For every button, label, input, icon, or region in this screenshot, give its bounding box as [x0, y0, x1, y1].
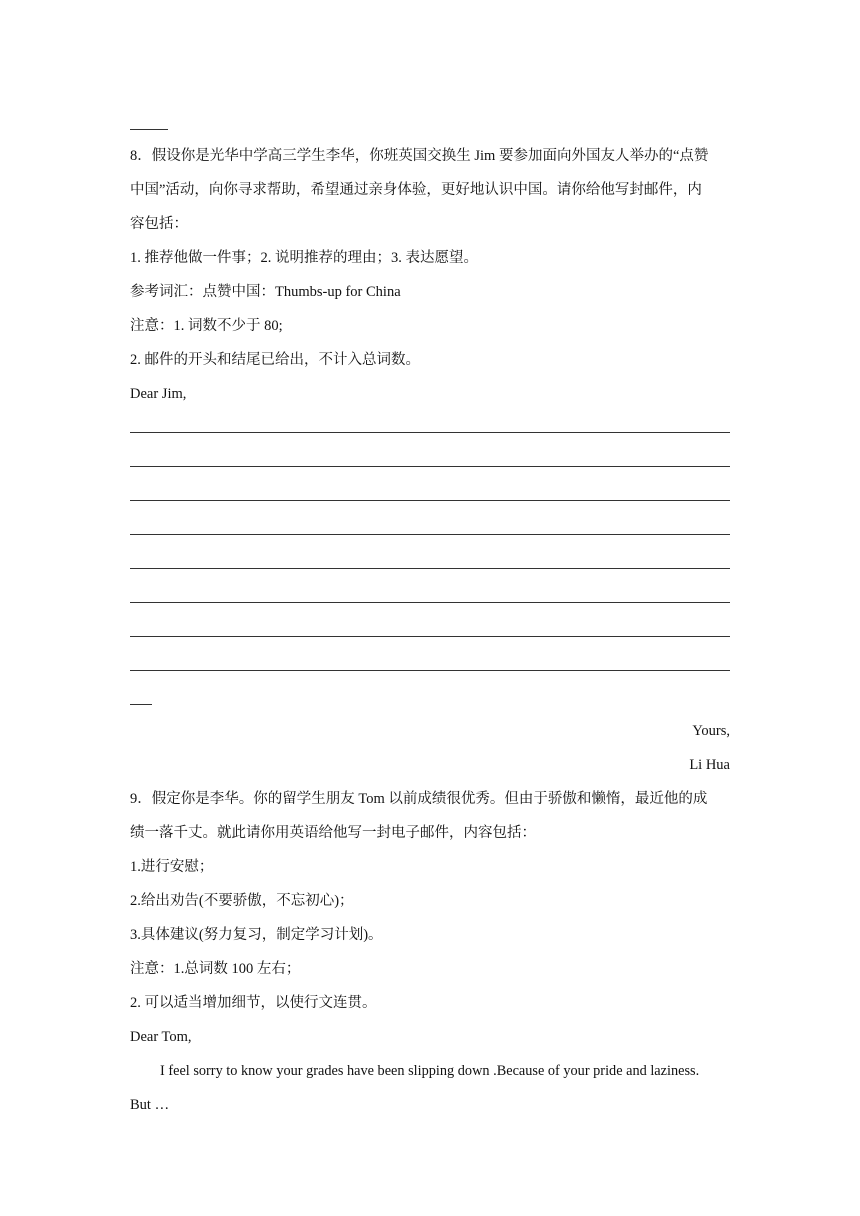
q8-note2: 2. 邮件的开头和结尾已给出，不计入总词数。: [130, 352, 420, 368]
answer-line[interactable]: [130, 636, 730, 637]
q9-note1: 注意：1.总词数 100 左右；: [130, 961, 301, 977]
q9-body-line1: I feel sorry to know your grades have been slipping down .Because of your pride and laziness.: [160, 1063, 700, 1079]
q9-prompt-line2: 绩一落千丈。就此请你用英语给他写一封电子邮件，内容包括：: [130, 825, 536, 841]
q8-signature: Li Hua: [689, 757, 730, 773]
q9-greeting: Dear Tom,: [130, 1029, 192, 1045]
q8-prompt-line3: 容包括：: [130, 216, 188, 232]
answer-line[interactable]: [130, 466, 730, 467]
answer-line[interactable]: [130, 432, 730, 433]
q8-vocab: 参考词汇：点赞中国：Thumbs-up for China: [130, 284, 401, 300]
q8-closing: Yours,: [692, 723, 730, 739]
answer-line-end[interactable]: [130, 704, 152, 705]
q9-note2: 2. 可以适当增加细节，以使行文连贯。: [130, 995, 377, 1011]
q8-note1: 注意：1. 词数不少于 80;: [130, 318, 283, 334]
answer-line[interactable]: [130, 500, 730, 501]
q9-item2: 2.给出劝告(不要骄傲，不忘初心)；: [130, 893, 354, 909]
previous-answer-rule: [130, 129, 168, 130]
q8-prompt-line2: 中国”活动，向你寻求帮助，希望通过亲身体验，更好地认识中国。请你给他写封邮件，内: [130, 182, 702, 198]
q9-item3: 3.具体建议(努力复习，制定学习计划)。: [130, 927, 383, 943]
q9-prompt-line1: 9．假定你是李华。你的留学生朋友 Tom 以前成绩很优秀。但由于骄傲和懒惰，最近他的成: [130, 791, 708, 807]
answer-line[interactable]: [130, 670, 730, 671]
q8-greeting: Dear Jim,: [130, 386, 187, 402]
q9-body-line2: But …: [130, 1097, 170, 1113]
q9-item1: 1.进行安慰；: [130, 859, 214, 875]
answer-line[interactable]: [130, 568, 730, 569]
answer-line[interactable]: [130, 534, 730, 535]
answer-line[interactable]: [130, 602, 730, 603]
q8-requirements: 1. 推荐他做一件事；2. 说明推荐的理由；3. 表达愿望。: [130, 250, 478, 266]
q8-prompt-line1: 8．假设你是光华中学高三学生李华，你班英国交换生 Jim 要参加面向外国友人举办的“点赞: [130, 148, 709, 164]
